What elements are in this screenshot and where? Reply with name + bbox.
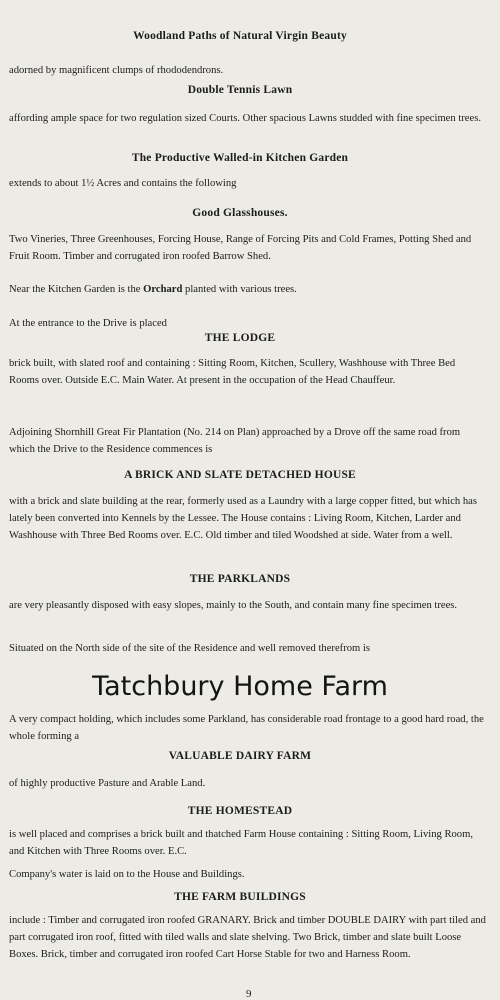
homestead-text: is well placed and comprises a brick built and thatched Farm House containing : Sitting Room, Living Room, and Kitchen with Three Rooms over. E.C. (9, 829, 473, 857)
glasshouses-heading: Good Glasshouses. (192, 207, 288, 219)
situated-text: Situated on the North side of the site of the Residence and well removed therefrom is (9, 643, 370, 654)
orchard-bold: Orchard (143, 284, 183, 295)
lodge-heading: THE LODGE (204, 332, 276, 344)
plantation-text: Adjoining Shornhill Great Fir Plantation (No. 214 on Plan) approached by a Drove off the same road from which the Drive to the Residence commences is (9, 427, 461, 455)
parklands-text: are very pleasantly disposed with easy slopes, mainly to the South, and contain many fine specimen trees. (9, 600, 458, 611)
detached-house-text: with a brick and slate building at the rear, formerly used as a Laundry with a large copper fitted, but which has lately been converted into Kennels by the Lessee. The House contains : Living Room, Kitchen, Larder and Washhouse with Three Bed Rooms over. E.C. Old timber and tiled Woodshed at side. Water from a well. (9, 496, 478, 541)
kitchen-garden-heading: The Productive Walled-in Kitchen Garden (131, 152, 349, 164)
page-number: 9 (246, 988, 252, 1000)
dairy-text: of highly productive Pasture and Arable Land. (9, 778, 206, 789)
woodland-heading: Woodland Paths of Natural Virgin Beauty (133, 30, 347, 42)
drive-text: At the entrance to the Drive is placed (9, 318, 167, 329)
farm-buildings-text: include : Timber and corrugated iron roofed GRANARY. Brick and timber DOUBLE DAIRY with part tiled and part corrugated iron roof, fitted with tiled walls and slate shelving. Two Brick, timber and slate built Loose Boxes. Brick, timber and corrugated iron roofed Cart Horse Stable for two and Harness Room. (9, 915, 486, 960)
parklands-heading: THE PARKLANDS (189, 573, 291, 585)
woodland-text: adorned by magnificent clumps of rhododendrons. (9, 65, 224, 76)
orchard-text-after: planted with various trees. (182, 284, 297, 295)
glasshouses-text: Two Vineries, Three Greenhouses, Forcing House, Range of Forcing Pits and Cold Frames, Potting Shed and Fruit Room. Timber and corrugated iron roofed Barrow Shed. (9, 234, 472, 262)
home-farm-text: A very compact holding, which includes some Parkland, has considerable road frontage to a good hard road, the whole forming a (9, 714, 484, 742)
homestead-water-text: Company's water is laid on to the House and Buildings. (9, 869, 245, 880)
tennis-heading: Double Tennis Lawn (187, 84, 293, 96)
detached-house-heading: A BRICK AND SLATE DETACHED HOUSE (124, 469, 356, 481)
orchard-text (9, 283, 297, 296)
lodge-text: brick built, with slated roof and containing : Sitting Room, Kitchen, Scullery, Washhouse with Three Bed Rooms over. Outside E.C. Main Water. At present in the occupation of the Head Chauffeur. (9, 358, 456, 386)
dairy-heading: VALUABLE DAIRY FARM (168, 750, 312, 762)
home-farm-title: Tatchbury Home Farm (92, 671, 388, 702)
tennis-text: affording ample space for two regulation sized Courts. Other spacious Lawns studded with fine specimen trees. (9, 113, 481, 124)
orchard-text-before: Near the Kitchen Garden is the (9, 284, 144, 295)
kitchen-garden-text: extends to about 1½ Acres and contains the following (9, 178, 237, 189)
farm-buildings-heading: THE FARM BUILDINGS (174, 891, 306, 903)
homestead-heading: THE HOMESTEAD (187, 805, 293, 817)
